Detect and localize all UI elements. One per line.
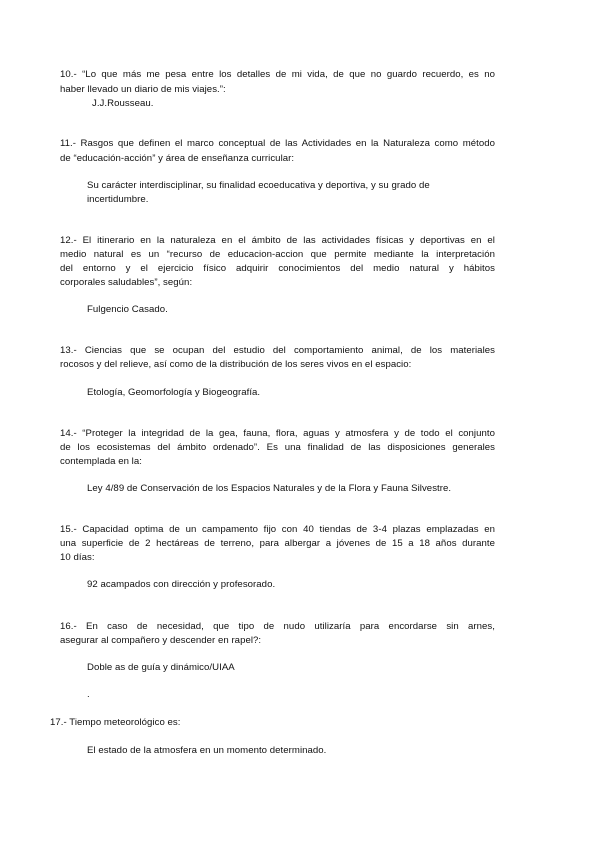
question-15-line-2: una superficie de 2 hectáreas de terreno, para albergar a jóvenes de 15 a 18 años durante (60, 538, 495, 549)
answer-11-line-2: incertidumbre. (87, 194, 149, 205)
answer-11-line-1: Su carácter interdisciplinar, su finalidad ecoeducativa y deportiva, y su grado de (87, 180, 430, 191)
question-11-line-2: de “educación-acción” y área de enseñanza curricular: (60, 153, 295, 164)
question-11-line-1: 11.- Rasgos que definen el marco conceptual de las Actividades en la Naturaleza como método (60, 138, 495, 149)
answer-13: Etología, Geomorfología y Biogeografía. (87, 387, 261, 398)
answer-17: El estado de la atmosfera en un momento determinado. (87, 745, 327, 756)
answer-14: Ley 4/89 de Conservación de los Espacios Naturales y de la Flora y Fauna Silvestre. (87, 483, 452, 494)
question-12-line-2: medio natural es un “recurso de educacion-accion que permite mediante la interpretación (60, 249, 495, 260)
answer-12: Fulgencio Casado. (87, 304, 168, 315)
question-13-line-2: rocosos y del relieve, así como de la distribución de los seres vivos en el espacio: (60, 359, 412, 370)
question-16-line-2: asegurar al compañero y descender en rapel?: (60, 635, 262, 646)
answer-16-trailing-dot: . (87, 689, 90, 700)
question-10-line-2: haber llevado un diario de mis viajes.”: (60, 84, 226, 95)
question-17: 17.- Tiempo meteorológico es: (50, 717, 181, 728)
question-14-line-3: contemplada en la: (60, 456, 142, 467)
question-13-line-1: 13.- Ciencias que se ocupan del estudio del comportamiento animal, de los materiales (60, 345, 495, 356)
question-15-line-3: 10 días: (60, 552, 95, 563)
question-12-line-3: del entorno y el ejercicio físico adquirir conocimientos del medio natural y hábitos (60, 263, 495, 274)
question-12-line-4: corporales saludables”, según: (60, 277, 193, 288)
question-15-line-1: 15.- Capacidad optima de un campamento fijo con 40 tiendas de 3-4 plazas emplazadas en (60, 524, 495, 535)
answer-16: Doble as de guía y dinámico/UIAA (87, 662, 235, 673)
question-10-line-1: 10.- “Lo que más me pesa entre los detalles de mi vida, de que no guardo recuerdo, es no (60, 69, 495, 80)
question-16-line-1: 16.- En caso de necesidad, que tipo de nudo utilizaría para encordarse sin arnes, (60, 621, 495, 632)
answer-10: J.J.Rousseau. (92, 98, 154, 109)
question-12-line-1: 12.- El itinerario en la naturaleza en el ámbito de las actividades físicas y deportivas en el (60, 235, 495, 246)
question-14-line-1: 14.- “Proteger la integridad de la gea, fauna, flora, aguas y atmosfera y de todo el conjunto (60, 428, 495, 439)
question-14-line-2: de los ecosistemas del ámbito ordenado”. Es una finalidad de las disposiciones generales (60, 442, 495, 453)
answer-15: 92 acampados con dirección y profesorado. (87, 579, 276, 590)
